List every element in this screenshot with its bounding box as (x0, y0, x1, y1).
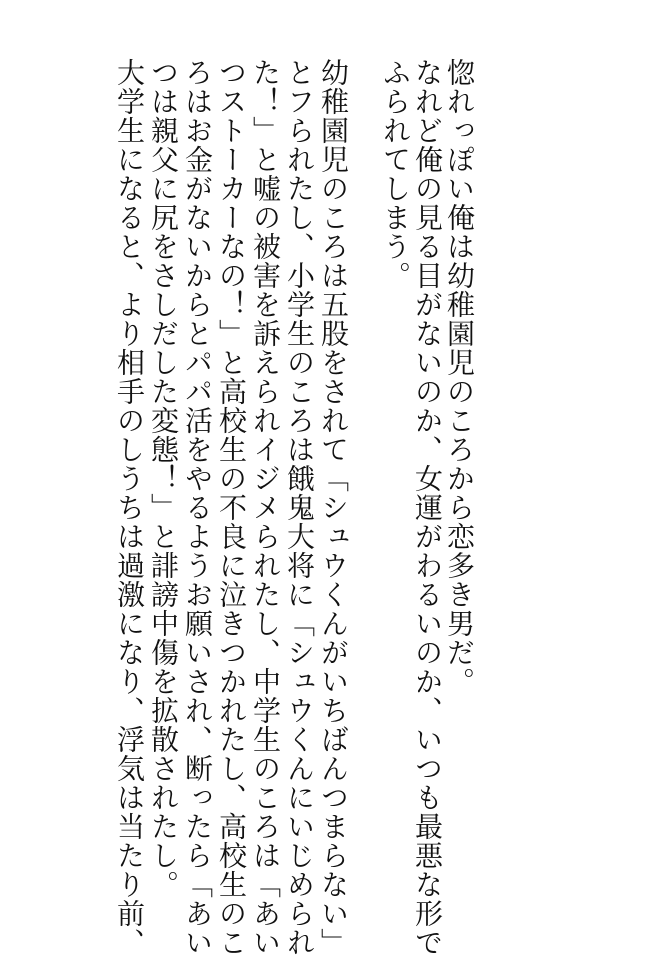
text-line-3: ふられてしまう。 (379, 58, 412, 290)
text-line-10: 大学生になると、より相手のしうちは過激になり、浮気は当たり前、 (113, 58, 146, 957)
text-line-1: 惚れっぽい俺は幼稚園児のころから恋多き男だ。 (443, 58, 476, 696)
text-line-5: とフられたし、小学生のころは餓鬼大将に「シュウくんにいじめられ (283, 58, 316, 957)
text-line-4: 幼稚園児のころは五股をされて「シュウくんがいちばんつまらない」 (317, 58, 350, 957)
text-line-9: つは親父に尻をさしだした変態！」と誹謗中傷を拡散されたし。 (147, 58, 180, 899)
text-line-7: つストーカーなの！」と高校生の不良に泣きつかれたし、高校生のこ (215, 58, 248, 957)
text-line-6: た！」と嘘の被害を訴えられイジメられたし、中学生のころは「あい (249, 58, 282, 957)
text-line-2: なれど俺の見る目がないのか、女運がわるいのか、いつも最悪な形で (411, 58, 444, 957)
text-line-8: ろはお金がないからとパパ活をやるようお願いされ、断ったら「あい (181, 58, 214, 957)
